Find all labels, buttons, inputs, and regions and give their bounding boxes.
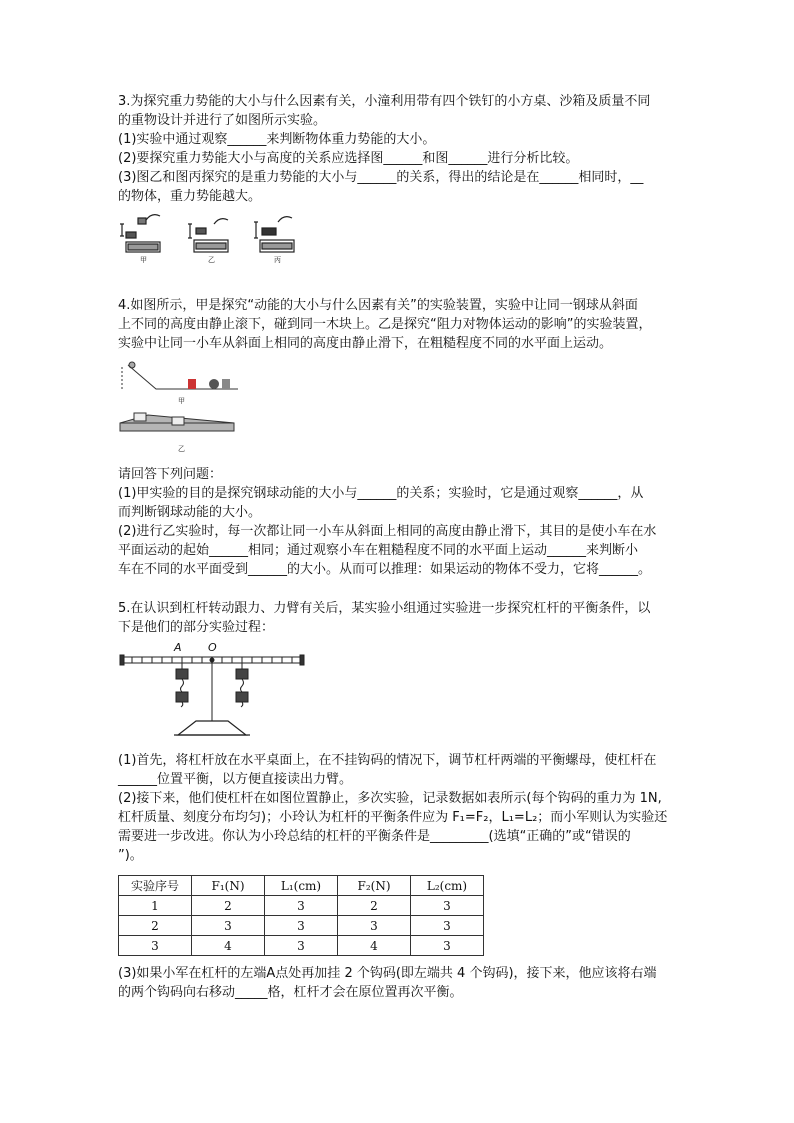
setup-jia-ramp [122, 362, 238, 391]
table-cell: 3 [265, 936, 338, 956]
q4-line: 而判断钢球动能的大小。 [118, 505, 262, 520]
q5-line: (3)如果小军在杠杆的左端A点处再加挂 2 个钩码(即左端共 4 个钩码)，接下来，他应该将右端 [118, 966, 657, 981]
worksheet [118, 92, 698, 1002]
fig-label-yi: 乙 [208, 256, 215, 264]
table-cell: 2 [192, 896, 265, 916]
q5-line: 的两个钩码向右移动_____格，杠杆才会在原位置再次平衡。 [118, 985, 463, 1000]
left-hook-weights [176, 663, 188, 707]
q4-line: 请回答下列问题： [118, 467, 223, 482]
q4-line: 4.如图所示，甲是探究“动能的大小与什么因素有关”的实验装置，实验中让同一钢球从斜面 [118, 298, 638, 313]
question-4 [118, 296, 698, 579]
q5-line: ______位置平衡，以方便直接读出力臂。 [118, 772, 353, 787]
fig-label-jia: 甲 [178, 397, 185, 405]
q3-line: (2)要探究重力势能大小与高度的关系应选择图______和图______进行分析比较。 [118, 151, 579, 166]
q5-line: 杠杆质量、刻度分布均匀)；小玲认为杠杆的平衡条件应为 F₁=F₂，L₁=L₂；而小军则认为实验还 [118, 810, 668, 825]
q4-line: (2)进行乙实验时，每一次都让同一小车从斜面上相同的高度由静止滑下，其目的是使小车在水 [118, 524, 657, 539]
q5-line: 需要进一步改进。你认为小玲总结的杠杆的平衡条件是_________(选填“正确的”或“错误的 [118, 829, 631, 844]
fig-label-jia: 甲 [140, 256, 147, 264]
lever-bar [120, 655, 304, 721]
table-cell: 3 [265, 896, 338, 916]
lever-stand [174, 721, 250, 735]
point-a-label: A [174, 641, 182, 654]
q4-line: 实验中让同一小车从斜面上相同的高度由静止滑下，在粗糙程度不同的水平面上运动。 [118, 336, 613, 351]
q3-line: (3)图乙和图丙探究的是重力势能的大小与______的关系，得出的结论是在______相同时，__ [118, 170, 644, 185]
q4-line: 平面运动的起始______相同；通过观察小车在粗糙程度不同的水平面上运动______来判断小 [118, 543, 639, 558]
ramp-experiment-figure [118, 357, 248, 455]
q5-figure [118, 641, 698, 747]
table-cell: 3 [119, 936, 192, 956]
table-header: L₁(cm) [265, 876, 338, 896]
setup-bing [254, 217, 294, 252]
table-header-row [119, 876, 484, 896]
table-header: F₂(N) [338, 876, 411, 896]
q4-line: 上不同的高度由静止滚下，碰到同一木块上。乙是探究“阻力对物体运动的影响”的实验装置， [118, 317, 652, 332]
experiment-data-table [118, 875, 484, 956]
table-cell: 2 [119, 916, 192, 936]
table-cell: 1 [119, 896, 192, 916]
q5-line: 5.在认识到杠杆转动跟力、力臂有关后，某实验小组通过实验进一步探究杠杆的平衡条件，以 [118, 601, 651, 616]
q5-line: 下是他们的部分实验过程： [118, 620, 275, 635]
table-row [119, 936, 484, 956]
table-cell: 3 [265, 916, 338, 936]
setup-jia [120, 215, 160, 252]
table-row [119, 896, 484, 916]
q4-line: 车在不同的水平面受到______的大小。从而可以推理：如果运动的物体不受力，它将______。 [118, 562, 652, 577]
fig-label-yi: 乙 [178, 445, 185, 453]
table-cell: 4 [338, 936, 411, 956]
table-cell: 3 [411, 936, 484, 956]
point-o-label: O [208, 641, 217, 654]
table-cell: 3 [192, 916, 265, 936]
q4-line: (1)甲实验的目的是探究钢球动能的大小与______的关系；实验时，它是通过观察______，从 [118, 486, 644, 501]
q4-figure [118, 357, 698, 461]
fig-label-bing: 丙 [274, 256, 281, 264]
q3-line: 3.为探究重力势能的大小与什么因素有关，小潼利用带有四个铁钉的小方桌、沙箱及质量不同 [118, 94, 651, 109]
table-cell: 4 [192, 936, 265, 956]
table-row [119, 916, 484, 936]
table-header: 实验序号 [119, 876, 192, 896]
lever-figure [118, 641, 318, 741]
q3-figure [118, 210, 698, 272]
q5-line: ”)。 [118, 848, 143, 863]
setup-yi [188, 219, 228, 252]
q3-line: (1)实验中通过观察______来判断物体重力势能的大小。 [118, 132, 436, 147]
q3-line: 的重物设计并进行了如图所示实验。 [118, 113, 327, 128]
table-cell: 2 [338, 896, 411, 916]
right-hook-weights [236, 663, 248, 707]
question-3 [118, 92, 698, 272]
setup-yi-ramp [120, 413, 234, 431]
table-cell: 3 [338, 916, 411, 936]
table-header: F₁(N) [192, 876, 265, 896]
q3-line: 的物体，重力势能越大。 [118, 189, 262, 204]
table-cell: 3 [411, 896, 484, 916]
q5-line: (1)首先，将杠杆放在水平桌面上，在不挂钩码的情况下，调节杠杆两端的平衡螺母，使杠杆在 [118, 753, 657, 768]
q5-line: (2)接下来，他们使杠杆在如图位置静止，多次实验，记录数据如表所示(每个钩码的重力为 1N, [118, 791, 662, 806]
table-cell: 3 [411, 916, 484, 936]
table-header: L₂(cm) [411, 876, 484, 896]
question-5 [118, 599, 698, 1002]
sandbox-experiment-figure [118, 210, 318, 266]
